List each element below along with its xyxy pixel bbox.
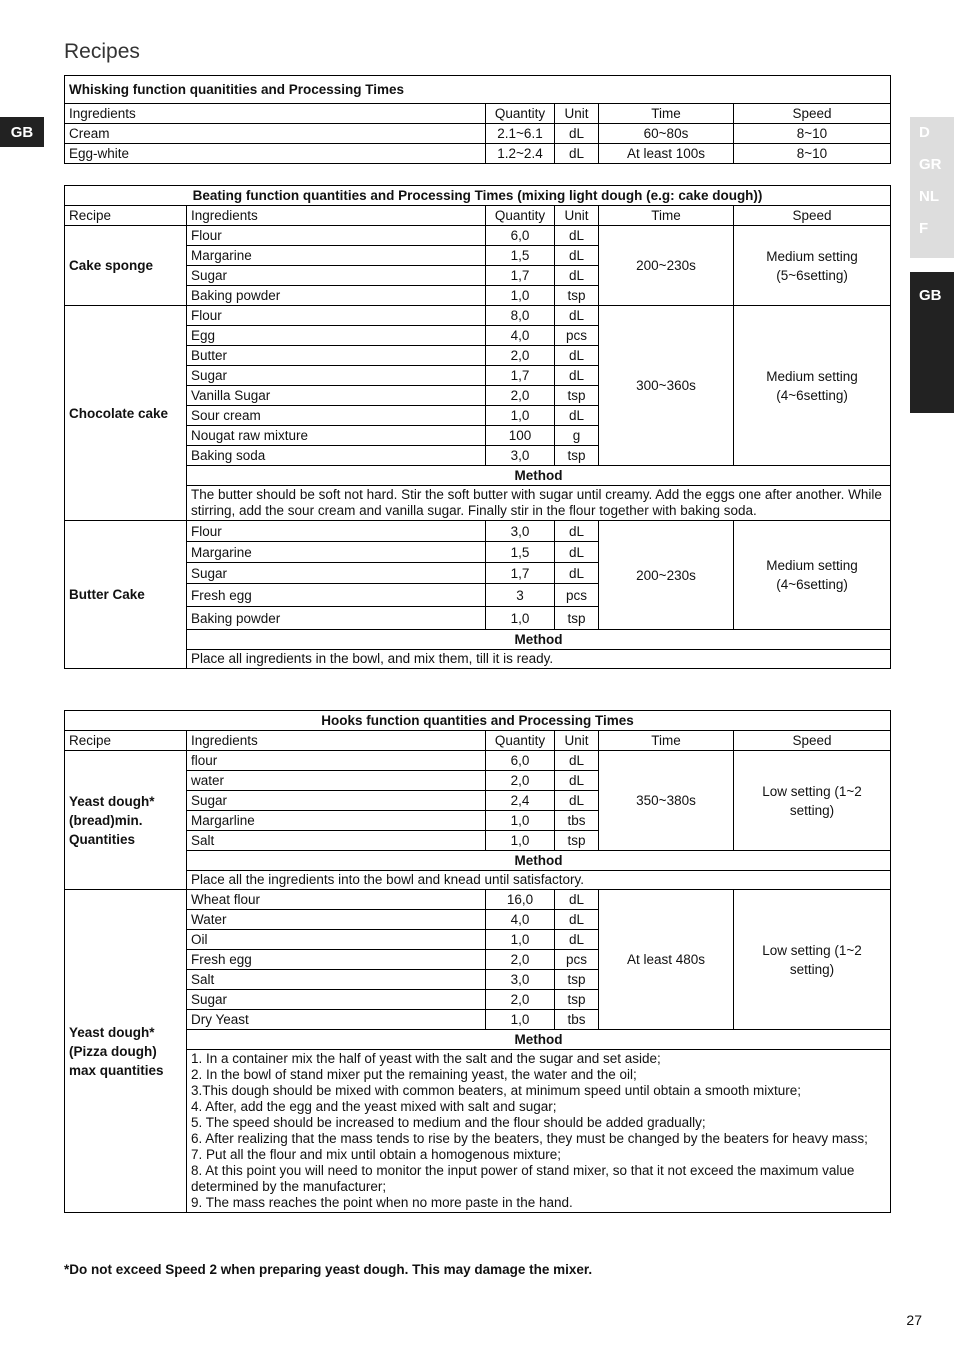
col-recipe: Recipe <box>65 206 187 226</box>
ingredient-cell: Sugar <box>187 791 486 811</box>
quantity-cell: 8,0 <box>486 306 555 326</box>
col-time: Time <box>599 104 734 124</box>
col-quantity: Quantity <box>486 206 555 226</box>
method-header-row <box>65 851 891 871</box>
method-row <box>65 871 891 890</box>
ingredient-cell: Sugar <box>187 990 486 1010</box>
quantity-cell: 1,0 <box>486 1010 555 1030</box>
quantity-cell: 1,7 <box>486 366 555 386</box>
col-unit: Unit <box>555 731 599 751</box>
unit-cell: pcs <box>555 950 599 970</box>
quantity-cell: 16,0 <box>486 890 555 910</box>
unit-cell: dL <box>555 771 599 791</box>
ingredient-cell: Sugar <box>187 266 486 286</box>
time-cell: 200~230s <box>599 521 734 630</box>
ingredient-cell: Flour <box>187 521 486 542</box>
unit-cell: dL <box>555 930 599 950</box>
unit-cell: dL <box>555 791 599 811</box>
ingredient-cell: Fresh egg <box>187 950 486 970</box>
quantity-cell: 3,0 <box>486 446 555 466</box>
unit-cell: dL <box>555 563 599 584</box>
ingredient-cell: Salt <box>187 831 486 851</box>
quantity-cell: 6,0 <box>486 751 555 771</box>
ingredient-cell: Fresh egg <box>187 584 486 607</box>
method-row <box>65 1050 891 1213</box>
ingredient-cell: Sugar <box>187 563 486 584</box>
ingredient-cell: water <box>187 771 486 791</box>
col-speed: Speed <box>734 731 891 751</box>
ingredient-cell: Salt <box>187 970 486 990</box>
unit-cell: g <box>555 426 599 446</box>
table-row <box>65 890 891 910</box>
unit-cell: tsp <box>555 446 599 466</box>
whisking-title: Whisking function quanitities and Processing Times <box>65 76 891 104</box>
time-cell: 350~380s <box>599 751 734 851</box>
method-header-row <box>65 630 891 650</box>
quantity-cell: 1,5 <box>486 246 555 266</box>
unit-cell: dL <box>555 910 599 930</box>
quantity-cell: 4,0 <box>486 326 555 346</box>
quantity-cell: 1,0 <box>486 930 555 950</box>
quantity-cell: 3,0 <box>486 970 555 990</box>
method-label: Method <box>187 851 891 871</box>
col-quantity: Quantity <box>486 731 555 751</box>
quantity-cell: 1.2~2.4 <box>486 144 555 164</box>
method-text: Place all ingredients in the bowl, and mix them, till it is ready. <box>187 650 891 669</box>
method-label: Method <box>187 630 891 650</box>
method-text: The butter should be soft not hard. Stir the soft butter with sugar until creamy. Add the eggs one after another. While stirring, add the sour cream and vanilla sugar. Finally stir in the flour together with baking soda. <box>187 486 891 521</box>
method-row <box>65 486 891 521</box>
quantity-cell: 3 <box>486 584 555 607</box>
unit-cell: dL <box>555 406 599 426</box>
col-speed: Speed <box>734 104 891 124</box>
hooks-title: Hooks function quantities and Processing Times <box>65 711 891 731</box>
quantity-cell: 4,0 <box>486 910 555 930</box>
ingredient-cell: Baking powder <box>187 607 486 630</box>
hooks-table <box>64 710 891 1213</box>
unit-cell: pcs <box>555 326 599 346</box>
ingredient-cell: Egg <box>187 326 486 346</box>
unit-cell: dL <box>555 144 599 164</box>
unit-cell: dL <box>555 226 599 246</box>
quantity-cell: 2.1~6.1 <box>486 124 555 144</box>
speed-cell: Low setting (1~2 setting) <box>734 751 891 851</box>
ingredient-cell: Egg-white <box>65 144 486 164</box>
ingredient-cell: Margarline <box>187 811 486 831</box>
method-text: 1. In a container mix the half of yeast with the salt and the sugar and set aside; 2. In the bowl of stand mixer put the remaining yeast, the water and the oil; 3.This dough should be mixed with common beaters, at minimum speed until obtain a smooth mixture; 4. After, add the egg and the yeast mixed with salt and sugar; 5. The speed should be increased to medium and the flour should be added gradually; 6. After realizing that the mass tends to rise by the beaters, they must be changed by the beaters for heavy mass; 7. Put all the flour and mix until obtain a homogenous mixture; 8. At this point you will need to monitor the input power of stand mixer, so that it not exceed the maximum value determined by the manufacturer; 9. The mass reaches the point when no more paste in the hand. <box>187 1050 891 1213</box>
language-tab-gb[interactable]: GB <box>0 117 44 147</box>
ingredient-cell: Nougat raw mixture <box>187 426 486 446</box>
language-tab-gr[interactable]: GR <box>919 156 942 173</box>
col-ingredients: Ingredients <box>187 206 486 226</box>
col-speed: Speed <box>734 206 891 226</box>
quantity-cell: 2,0 <box>486 990 555 1010</box>
ingredient-cell: Margarine <box>187 246 486 266</box>
quantity-cell: 2,4 <box>486 791 555 811</box>
quantity-cell: 1,7 <box>486 266 555 286</box>
speed-cell: Medium setting (5~6setting) <box>734 226 891 306</box>
unit-cell: pcs <box>555 584 599 607</box>
unit-cell: tsp <box>555 970 599 990</box>
speed-cell: 8~10 <box>734 144 891 164</box>
col-recipe: Recipe <box>65 731 187 751</box>
ingredient-cell: Baking soda <box>187 446 486 466</box>
ingredient-cell: flour <box>187 751 486 771</box>
page-title: Recipes <box>64 40 140 63</box>
unit-cell: dL <box>555 306 599 326</box>
table-row <box>65 226 891 246</box>
unit-cell: tsp <box>555 607 599 630</box>
quantity-cell: 1,0 <box>486 831 555 851</box>
unit-cell: tsp <box>555 286 599 306</box>
speed-cell: Medium setting (4~6setting) <box>734 521 891 630</box>
beating-title: Beating function quantities and Processing Times (mixing light dough (e.g: cake dough)) <box>65 186 891 206</box>
ingredient-cell: Flour <box>187 306 486 326</box>
unit-cell: tbs <box>555 1010 599 1030</box>
time-cell: At least 480s <box>599 890 734 1030</box>
quantity-cell: 2,0 <box>486 346 555 366</box>
ingredient-cell: Butter <box>187 346 486 366</box>
col-ingredients: Ingredients <box>65 104 486 124</box>
language-tab-gb-active[interactable]: GB <box>919 287 942 304</box>
ingredient-cell: Wheat flour <box>187 890 486 910</box>
quantity-cell: 2,0 <box>486 386 555 406</box>
unit-cell: dL <box>555 124 599 144</box>
ingredient-cell: Dry Yeast <box>187 1010 486 1030</box>
unit-cell: dL <box>555 890 599 910</box>
recipe-name-cell: Butter Cake <box>65 521 187 669</box>
language-tab-f[interactable]: F <box>919 220 929 237</box>
col-ingredients: Ingredients <box>187 731 486 751</box>
unit-cell: tsp <box>555 990 599 1010</box>
time-cell: 60~80s <box>599 124 734 144</box>
recipe-name-cell: Yeast dough* (Pizza dough) max quantities <box>65 890 187 1213</box>
unit-cell: dL <box>555 542 599 563</box>
page-number: 27 <box>906 1312 922 1328</box>
quantity-cell: 6,0 <box>486 226 555 246</box>
table-row <box>65 144 891 164</box>
language-tab-nl[interactable]: NL <box>919 188 939 205</box>
ingredient-cell: Vanilla Sugar <box>187 386 486 406</box>
quantity-cell: 2,0 <box>486 771 555 791</box>
unit-cell: tsp <box>555 386 599 406</box>
ingredient-cell: Sugar <box>187 366 486 386</box>
recipe-name-cell: Yeast dough* (bread)min. Quantities <box>65 751 187 890</box>
unit-cell: dL <box>555 751 599 771</box>
col-time: Time <box>599 206 734 226</box>
ingredient-cell: Margarine <box>187 542 486 563</box>
unit-cell: dL <box>555 346 599 366</box>
ingredient-cell: Sour cream <box>187 406 486 426</box>
table-row <box>65 306 891 326</box>
method-header-row <box>65 1030 891 1050</box>
recipe-name-cell: Cake sponge <box>65 226 187 306</box>
footnote: *Do not exceed Speed 2 when preparing yeast dough. This may damage the mixer. <box>64 1262 593 1277</box>
quantity-cell: 1,5 <box>486 542 555 563</box>
language-tab-d[interactable]: D <box>919 124 930 141</box>
method-header-row <box>65 466 891 486</box>
speed-cell: Low setting (1~2 setting) <box>734 890 891 1030</box>
ingredient-cell: Baking powder <box>187 286 486 306</box>
col-unit: Unit <box>555 206 599 226</box>
table-row <box>65 751 891 771</box>
unit-cell: dL <box>555 366 599 386</box>
time-cell: 300~360s <box>599 306 734 466</box>
col-quantity: Quantity <box>486 104 555 124</box>
speed-cell: 8~10 <box>734 124 891 144</box>
ingredient-cell: Flour <box>187 226 486 246</box>
quantity-cell: 1,0 <box>486 607 555 630</box>
method-label: Method <box>187 1030 891 1050</box>
col-unit: Unit <box>555 104 599 124</box>
speed-cell: Medium setting (4~6setting) <box>734 306 891 466</box>
quantity-cell: 1,7 <box>486 563 555 584</box>
ingredient-cell: Cream <box>65 124 486 144</box>
quantity-cell: 3,0 <box>486 521 555 542</box>
quantity-cell: 2,0 <box>486 950 555 970</box>
language-sidebar-active <box>910 272 954 413</box>
table-row <box>65 124 891 144</box>
unit-cell: tbs <box>555 811 599 831</box>
whisking-table <box>64 75 891 164</box>
ingredient-cell: Oil <box>187 930 486 950</box>
quantity-cell: 1,0 <box>486 286 555 306</box>
col-time: Time <box>599 731 734 751</box>
time-cell: At least 100s <box>599 144 734 164</box>
unit-cell: dL <box>555 266 599 286</box>
language-sidebar <box>910 117 954 258</box>
quantity-cell: 1,0 <box>486 406 555 426</box>
time-cell: 200~230s <box>599 226 734 306</box>
table-row <box>65 521 891 542</box>
method-label: Method <box>187 466 891 486</box>
method-text: Place all the ingredients into the bowl and knead until satisfactory. <box>187 871 891 890</box>
recipe-name-cell: Chocolate cake <box>65 306 187 521</box>
unit-cell: dL <box>555 246 599 266</box>
unit-cell: dL <box>555 521 599 542</box>
beating-table <box>64 185 891 669</box>
ingredient-cell: Water <box>187 910 486 930</box>
unit-cell: tsp <box>555 831 599 851</box>
method-row <box>65 650 891 669</box>
quantity-cell: 100 <box>486 426 555 446</box>
quantity-cell: 1,0 <box>486 811 555 831</box>
